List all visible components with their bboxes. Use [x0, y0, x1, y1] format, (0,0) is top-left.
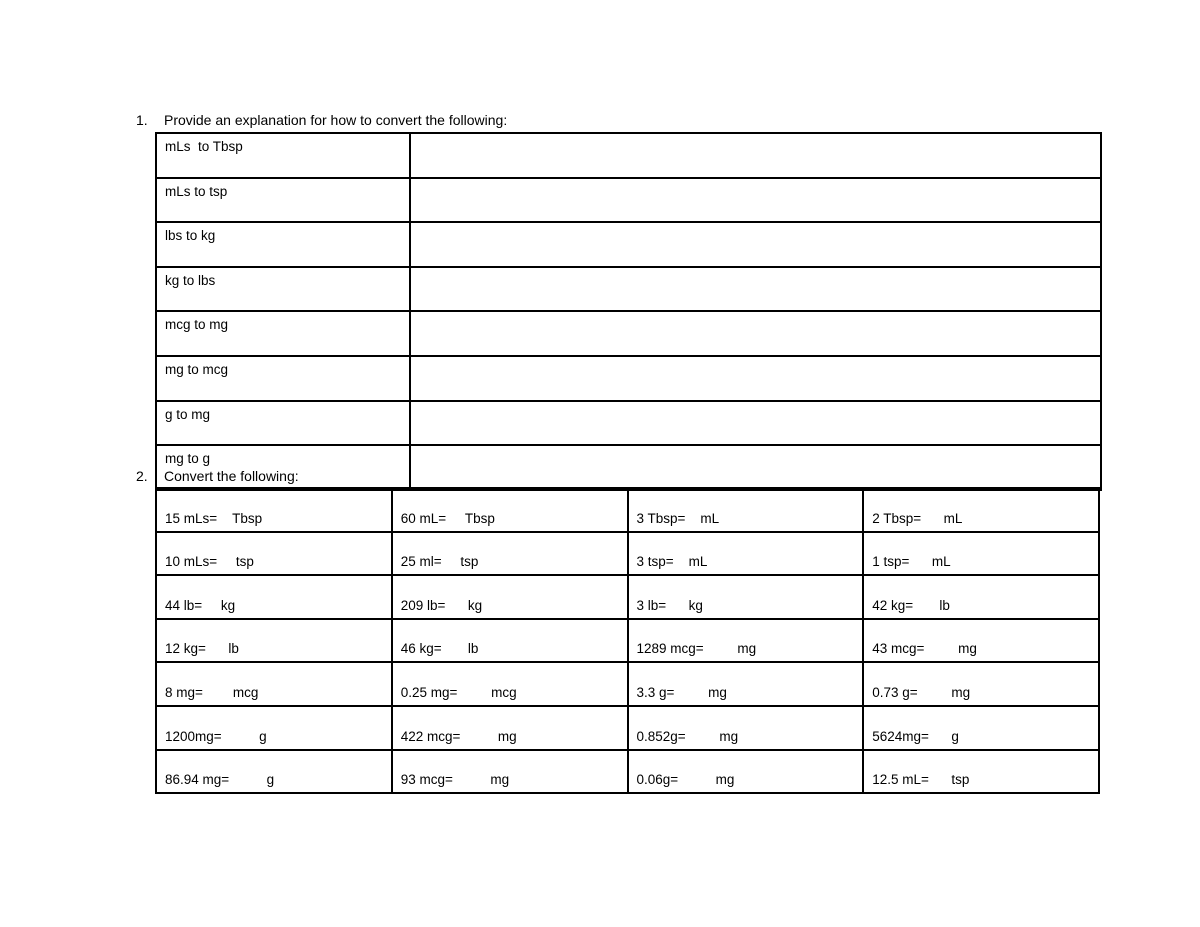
conversion-problem-cell[interactable]: 2 Tbsp= mL: [863, 488, 1099, 532]
conversion-label: kg to lbs: [156, 267, 410, 312]
conversion-problem-cell[interactable]: 0.852g= mg: [628, 706, 864, 750]
explanation-row: [156, 401, 1101, 446]
conversion-problem-cell[interactable]: 209 lb= kg: [392, 575, 628, 619]
explanation-answer-cell[interactable]: [410, 445, 1101, 490]
conversion-problem-cell[interactable]: 1289 mcg= mg: [628, 619, 864, 663]
explanation-row: [156, 178, 1101, 223]
question-2-number: 2.: [136, 468, 148, 484]
conversion-problem-cell[interactable]: 3 lb= kg: [628, 575, 864, 619]
conversion-problem-cell[interactable]: 44 lb= kg: [156, 575, 392, 619]
conversion-problem-cell[interactable]: 1 tsp= mL: [863, 532, 1099, 576]
conversion-problem-cell[interactable]: 422 mcg= mg: [392, 706, 628, 750]
conversion-problem-cell[interactable]: 10 mLs= tsp: [156, 532, 392, 576]
conversion-label: mLs to Tbsp: [156, 133, 410, 178]
conversion-row: [156, 750, 1099, 794]
explanation-row: [156, 311, 1101, 356]
explanation-answer-cell[interactable]: [410, 178, 1101, 223]
conversion-label: mg to g: [156, 445, 410, 490]
explanation-row: [156, 267, 1101, 312]
explanation-answer-cell[interactable]: [410, 311, 1101, 356]
conversion-row: [156, 619, 1099, 663]
conversion-row: [156, 662, 1099, 706]
conversion-problem-cell[interactable]: 46 kg= lb: [392, 619, 628, 663]
explanation-answer-cell[interactable]: [410, 133, 1101, 178]
conversion-problem-cell[interactable]: 0.06g= mg: [628, 750, 864, 794]
conversion-problem-cell[interactable]: 60 mL= Tbsp: [392, 488, 628, 532]
conversion-problem-cell[interactable]: 3.3 g= mg: [628, 662, 864, 706]
conversion-problem-cell[interactable]: 42 kg= lb: [863, 575, 1099, 619]
conversion-problem-cell[interactable]: 1200mg= g: [156, 706, 392, 750]
question-1-heading: [136, 111, 507, 129]
question-2-heading: [136, 467, 299, 485]
conversion-label: mcg to mg: [156, 311, 410, 356]
conversion-problem-cell[interactable]: 0.25 mg= mcg: [392, 662, 628, 706]
explanation-answer-cell[interactable]: [410, 267, 1101, 312]
conversion-table: [155, 487, 1100, 794]
conversion-problem-cell[interactable]: 43 mcg= mg: [863, 619, 1099, 663]
conversion-label: g to mg: [156, 401, 410, 446]
question-1-number: 1.: [136, 112, 148, 128]
conversion-problem-cell[interactable]: 8 mg= mcg: [156, 662, 392, 706]
conversion-problem-cell[interactable]: 12.5 mL= tsp: [863, 750, 1099, 794]
conversion-problem-cell[interactable]: 93 mcg= mg: [392, 750, 628, 794]
question-1-text: Provide an explanation for how to convert the following:: [164, 112, 508, 128]
conversion-label: mg to mcg: [156, 356, 410, 401]
conversion-problem-cell[interactable]: 25 ml= tsp: [392, 532, 628, 576]
explanation-answer-cell[interactable]: [410, 222, 1101, 267]
conversion-problem-cell[interactable]: 3 Tbsp= mL: [628, 488, 864, 532]
explanation-row: [156, 222, 1101, 267]
conversion-problem-cell[interactable]: 86.94 mg= g: [156, 750, 392, 794]
conversion-row: [156, 532, 1099, 576]
conversion-problem-cell[interactable]: 5624mg= g: [863, 706, 1099, 750]
conversion-row: [156, 575, 1099, 619]
conversion-label: lbs to kg: [156, 222, 410, 267]
conversion-row: [156, 488, 1099, 532]
conversion-problem-cell[interactable]: 3 tsp= mL: [628, 532, 864, 576]
conversion-problem-cell[interactable]: 12 kg= lb: [156, 619, 392, 663]
conversion-problem-cell[interactable]: 15 mLs= Tbsp: [156, 488, 392, 532]
explanation-answer-cell[interactable]: [410, 356, 1101, 401]
question-2-text: Convert the following:: [164, 468, 299, 484]
conversion-label: mLs to tsp: [156, 178, 410, 223]
conversion-problem-cell[interactable]: 0.73 g= mg: [863, 662, 1099, 706]
explanation-answer-cell[interactable]: [410, 401, 1101, 446]
explanation-row: [156, 356, 1101, 401]
conversion-row: [156, 706, 1099, 750]
explanation-table: [155, 132, 1102, 491]
explanation-row: [156, 133, 1101, 178]
